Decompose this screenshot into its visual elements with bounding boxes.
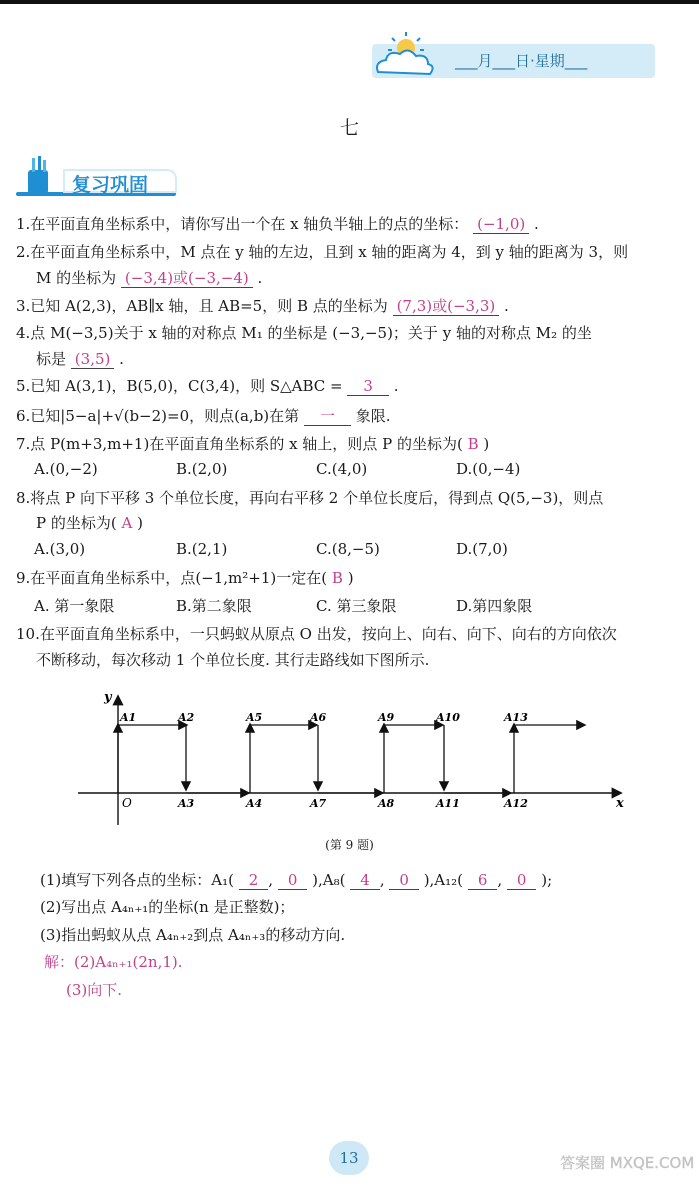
question-1 bbox=[16, 214, 539, 234]
question-2-line-1: 2.在平面直角坐标系中，M 点在 y 轴的左边，且到 x 轴的距离为 4，到 y 轴的距离为 3，则 bbox=[16, 243, 629, 261]
question-text: M 的坐标为 bbox=[36, 269, 117, 287]
sub-question-3: (3)指出蚂蚁从点 A₄ₙ₊₂到点 A₄ₙ₊₃的移动方向. bbox=[40, 926, 346, 944]
point-label: A8 bbox=[378, 797, 395, 810]
sun-cloud-icon bbox=[370, 30, 440, 80]
solution-line-2: (3)向下. bbox=[66, 981, 123, 999]
answer: 6 bbox=[468, 871, 498, 890]
question-tail: ); bbox=[541, 871, 553, 889]
question-tail: . bbox=[393, 377, 399, 395]
date-line: ___月___日·星期___ bbox=[455, 52, 588, 70]
answer: 一 bbox=[304, 407, 351, 426]
answer: (3,5) bbox=[71, 350, 115, 369]
point-label: A2 bbox=[178, 711, 195, 724]
question-tail: . bbox=[119, 350, 124, 368]
option-d: D.(0,−4) bbox=[456, 460, 521, 478]
option-b: B.第二象限 bbox=[176, 597, 252, 615]
question-text: ),A₈( bbox=[312, 871, 346, 889]
origin-label: O bbox=[122, 796, 132, 810]
answer: (7,3)或(−3,3) bbox=[393, 297, 500, 316]
solution-line-1: 解：(2)A₄ₙ₊₁(2n,1). bbox=[44, 953, 183, 971]
figure-caption: (第 9 题) bbox=[325, 838, 374, 852]
sub-question-1: (1)填写下列各点的坐标：A₁( 2 , 0 ),A₈( 4 , 0 ),A₁₂( 6 , 0 ); bbox=[40, 871, 553, 889]
question-tail: ) bbox=[347, 569, 354, 587]
question-10-line-2: 不断移动，每次移动 1 个单位长度. 其行走路线如下图所示. bbox=[36, 651, 430, 669]
option-d: D.第四象限 bbox=[456, 597, 533, 615]
point-label: A11 bbox=[436, 797, 460, 810]
sub-question-2: (2)写出点 A₄ₙ₊₁的坐标(n 是正整数)； bbox=[40, 898, 295, 916]
question-text: 3.已知 A(2,3)，AB∥x 轴，且 AB=5，则 B 点的坐标为 bbox=[16, 297, 388, 315]
question-tail: ) bbox=[483, 435, 490, 453]
question-tail: ) bbox=[137, 514, 143, 532]
option-c: C.(8,−5) bbox=[316, 540, 380, 558]
question-6 bbox=[16, 406, 391, 426]
question-4-line-2 bbox=[36, 349, 124, 369]
x-label: x bbox=[616, 796, 624, 811]
point-label: A9 bbox=[378, 711, 395, 724]
question-text: 9.在平面直角坐标系中，点(−1,m²+1)一定在( bbox=[16, 569, 328, 587]
answer: 0 bbox=[507, 871, 537, 890]
option-a: A. 第一象限 bbox=[34, 597, 115, 615]
point-label: A10 bbox=[436, 711, 460, 724]
answer: B bbox=[467, 435, 479, 453]
question-tail: . bbox=[534, 215, 539, 233]
question-3 bbox=[16, 296, 509, 316]
option-b: B.(2,1) bbox=[176, 540, 228, 558]
question-4-line-1: 4.点 M(−3,5)关于 x 轴的对称点 M₁ 的坐标是 (−3,−5)；关于 y 轴的对称点 M₂ 的坐 bbox=[16, 324, 592, 342]
option-c: C.(4,0) bbox=[316, 460, 368, 478]
top-border bbox=[0, 0, 699, 4]
option-a: A.(0,−2) bbox=[34, 460, 98, 478]
option-b: B.(2,0) bbox=[176, 460, 228, 478]
point-label: A7 bbox=[310, 797, 327, 810]
answer: 3 bbox=[347, 377, 389, 396]
question-text: 标是 bbox=[36, 350, 67, 368]
point-label: A6 bbox=[310, 711, 327, 724]
point-label: A5 bbox=[246, 711, 263, 724]
y-label: y bbox=[104, 690, 112, 705]
question-text: 6.已知|5−a|+√(b−2)=0，则点(a,b)在第 bbox=[16, 407, 300, 425]
question-text: P 的坐标为( bbox=[36, 514, 117, 532]
question-8-line-1: 8.将点 P 向下平移 3 个单位长度，再向右平移 2 个单位长度后，得到点 Q(5,−3)，则点 bbox=[16, 489, 604, 507]
point-label: A1 bbox=[120, 711, 137, 724]
question-tail: 象限. bbox=[355, 407, 391, 425]
question-text: 5.已知 A(3,1)，B(5,0)，C(3,4)，则 S△ABC = bbox=[16, 377, 343, 395]
svg-text:答案圈 MXQE.COM: 答案圈 MXQE.COM bbox=[560, 1154, 695, 1172]
question-10-line-1: 10.在平面直角坐标系中，一只蚂蚁从原点 O 出发，按向上、向右、向下、向右的方向依次 bbox=[16, 625, 617, 643]
section-header bbox=[16, 156, 186, 204]
question-tail: . bbox=[504, 297, 509, 315]
question-text: (1)填写下列各点的坐标：A₁( bbox=[40, 871, 234, 889]
answer: B bbox=[331, 569, 343, 587]
question-9 bbox=[16, 568, 354, 588]
page-number: 13 bbox=[329, 1141, 369, 1175]
point-label: A4 bbox=[246, 797, 263, 810]
question-7 bbox=[16, 434, 489, 454]
option-d: D.(7,0) bbox=[456, 540, 508, 558]
section-label: 复习巩固 bbox=[72, 174, 149, 196]
question-text: 7.点 P(m+3,m+1)在平面直角坐标系的 x 轴上，则点 P 的坐标为( bbox=[16, 435, 463, 453]
point-label: A12 bbox=[504, 797, 528, 810]
point-label: A3 bbox=[178, 797, 195, 810]
point-label: A13 bbox=[504, 711, 528, 724]
answer: 0 bbox=[389, 871, 419, 890]
answer: (−1,0) bbox=[473, 215, 529, 234]
answer: 0 bbox=[278, 871, 308, 890]
answer: 4 bbox=[350, 871, 380, 890]
answer: (−3,4)或(−3,−4) bbox=[121, 269, 253, 288]
question-tail: . bbox=[257, 269, 263, 287]
question-text: ),A₁₂( bbox=[423, 871, 464, 889]
question-2-line-2 bbox=[36, 268, 262, 288]
question-8-line-2 bbox=[36, 513, 143, 533]
question-5 bbox=[16, 376, 399, 396]
watermark-logo bbox=[560, 1126, 696, 1196]
option-c: C. 第三象限 bbox=[316, 597, 397, 615]
page-title: 七 bbox=[339, 117, 359, 139]
option-a: A.(3,0) bbox=[34, 540, 86, 558]
question-text: 1.在平面直角坐标系中，请你写出一个在 x 轴负半轴上的点的坐标： bbox=[16, 215, 469, 233]
answer: A bbox=[121, 514, 133, 532]
ant-path-figure bbox=[78, 685, 638, 830]
answer: 2 bbox=[239, 871, 269, 890]
